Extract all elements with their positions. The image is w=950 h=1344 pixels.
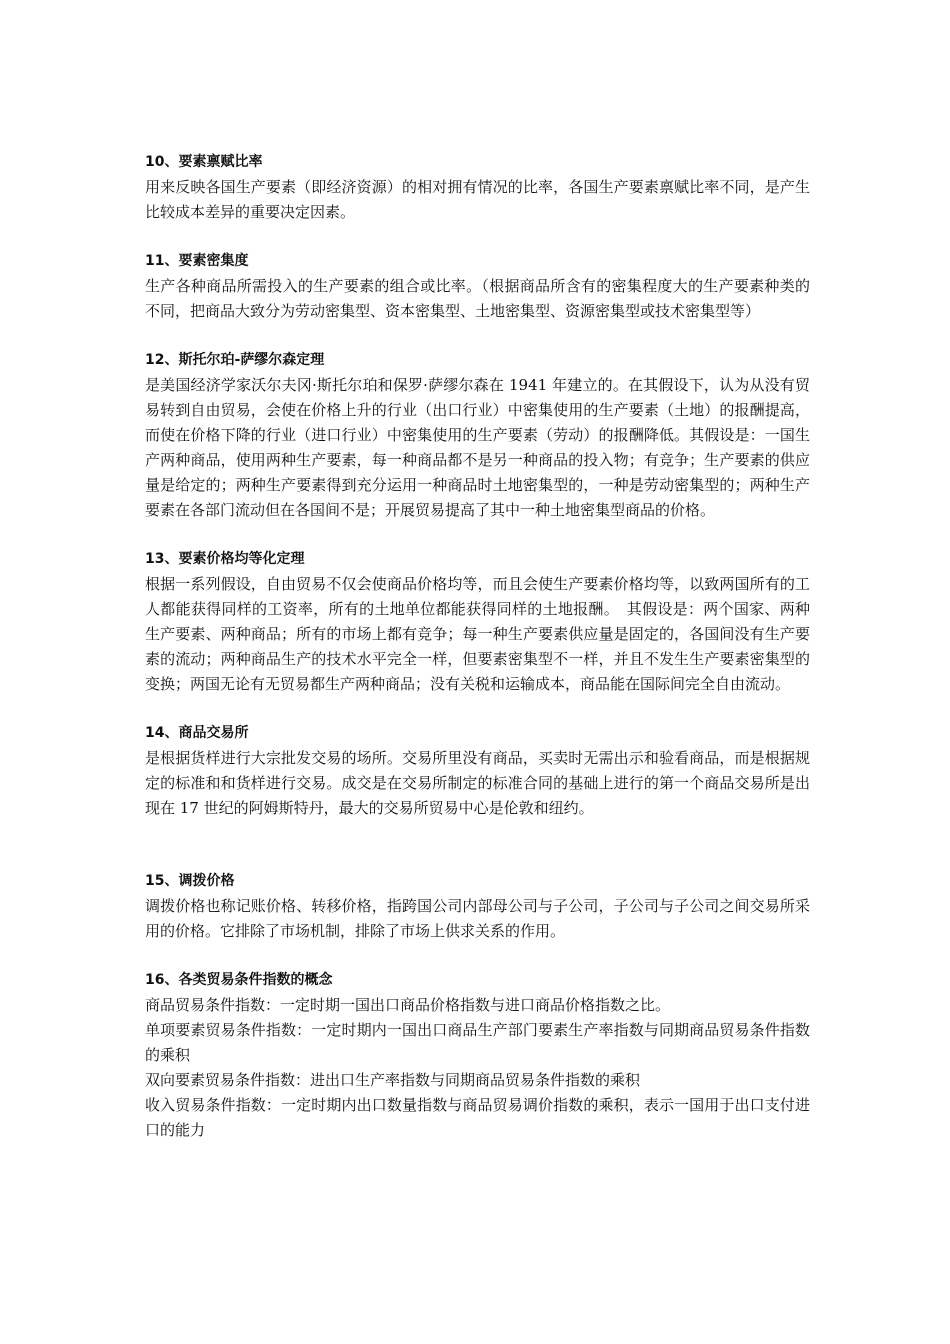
document-body [145, 150, 810, 1167]
section-heading: 10、要素禀赋比率 [145, 154, 263, 170]
section-paragraph: 生产各种商品所需投入的生产要素的组合或比率。（根据商品所含有的密集程度大的生产要素种类的不同，把商品大致分为劳动密集型、资本密集型、土地密集型、资源密集型或技术密集型等） [145, 277, 810, 320]
section-15 [145, 869, 810, 944]
section-heading: 15、调拨价格 [145, 873, 235, 889]
section-paragraph: 是根据货样进行大宗批发交易的场所。交易所里没有商品，买卖时无需出示和验看商品，而是根据规定的标准和和货样进行交易。成交是在交易所制定的标准合同的基础上进行的第一个商品交易所是出现在 17 世纪的阿姆斯特丹，最大的交易所贸易中心是伦敦和纽约。 [145, 749, 810, 817]
section-heading: 13、要素价格均等化定理 [145, 551, 305, 567]
section-paragraph: 单项要素贸易条件指数：一定时期内一国出口商品生产部门要素生产率指数与同期商品贸易条件指数的乘积 [145, 1021, 810, 1064]
section-paragraph: 用来反映各国生产要素（即经济资源）的相对拥有情况的比率，各国生产要素禀赋比率不同，是产生比较成本差异的重要决定因素。 [145, 178, 810, 221]
section-paragraph: 是美国经济学家沃尔夫冈·斯托尔珀和保罗·萨缪尔森在 1941 年建立的。在其假设下，认为从没有贸易转到自由贸易，会使在价格上升的行业（出口行业）中密集使用的生产要素（土地）的报酬提高，而使在价格下降的行业（进口行业）中密集使用的生产要素（劳动）的报酬降低。其假设是：一国生产两种商品，使用两种生产要素，每一种商品都不是另一种商品的投入物；有竞争；生产要素的供应量是给定的；两种生产要素得到充分运用一种商品时土地密集型的，一种是劳动密集型的；两种生产要素在各部门流动但在各国间不是；开展贸易提高了其中一种土地密集型商品的价格。 [145, 376, 810, 519]
section-12 [145, 348, 810, 523]
section-14 [145, 721, 810, 821]
section-heading: 16、各类贸易条件指数的概念 [145, 972, 333, 988]
section-13 [145, 547, 810, 697]
section-heading: 14、商品交易所 [145, 725, 249, 741]
section-paragraph: 根据一系列假设，自由贸易不仅会使商品价格均等，而且会使生产要素价格均等，以致两国所有的工人都能获得同样的工资率，所有的土地单位都能获得同样的土地报酬。 其假设是：两个国家、两种生产要素、两种商品；所有的市场上都有竞争；每一种生产要素供应量是固定的，各国间没有生产要素的流动；两种商品生产的技术水平完全一样，但要素密集型不一样，并且不发生生产要素密集型的变换；两国无论有无贸易都生产两种商品；没有关税和运输成本，商品能在国际间完全自由流动。 [145, 575, 810, 693]
section-paragraph: 调拨价格也称记账价格、转移价格，指跨国公司内部母公司与子公司，子公司与子公司之间交易所采用的价格。它排除了市场机制，排除了市场上供求关系的作用。 [145, 897, 810, 940]
section-heading: 12、斯托尔珀-萨缪尔森定理 [145, 352, 325, 368]
section-16 [145, 968, 810, 1143]
section-11 [145, 249, 810, 324]
section-10 [145, 150, 810, 225]
section-paragraph: 收入贸易条件指数：一定时期内出口数量指数与商品贸易调价指数的乘积，表示一国用于出口支付进口的能力 [145, 1096, 810, 1139]
section-paragraph: 双向要素贸易条件指数：进出口生产率指数与同期商品贸易条件指数的乘积 [145, 1071, 641, 1089]
section-paragraph: 商品贸易条件指数：一定时期一国出口商品价格指数与进口商品价格指数之比。 [145, 996, 671, 1014]
section-heading: 11、要素密集度 [145, 253, 249, 269]
